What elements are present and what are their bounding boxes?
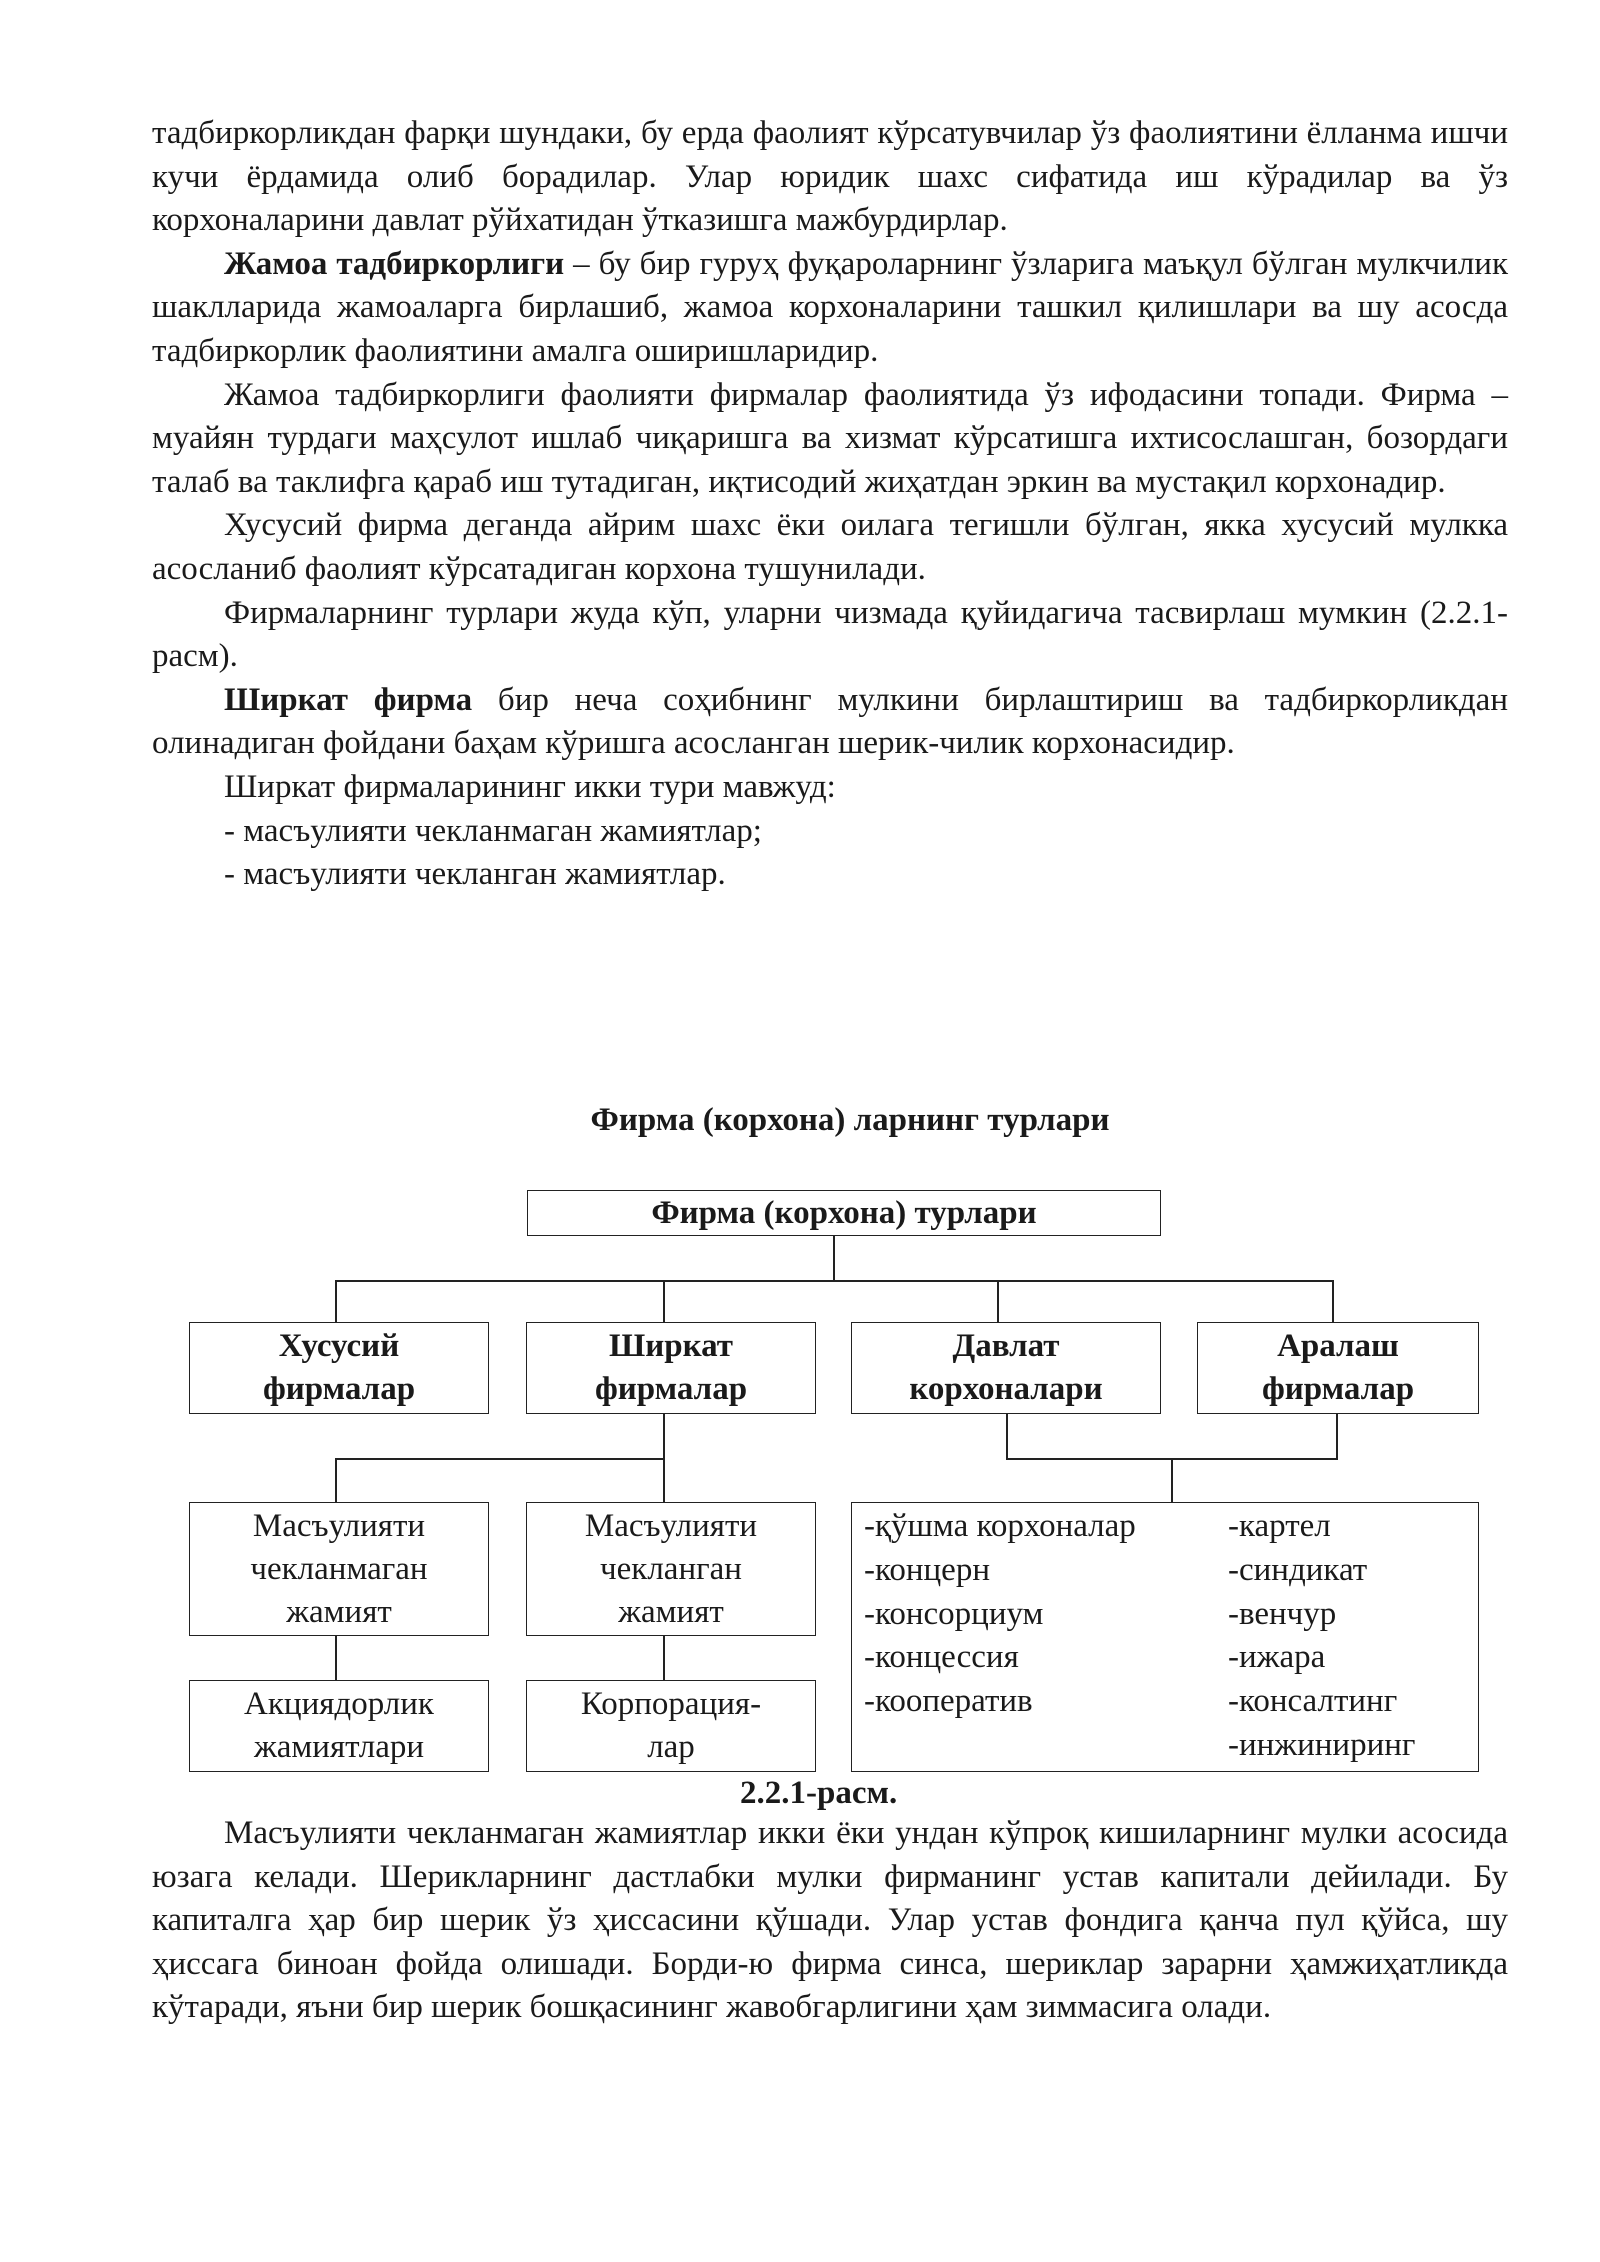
paragraph [152,243,1508,374]
connector [335,1458,337,1502]
form-item: -ижара [1228,1639,1326,1676]
form-item: -концессия [864,1639,1019,1676]
connector [335,1636,337,1680]
node-label: чекланмаган [250,1550,428,1587]
node-state-enterprises [851,1322,1161,1414]
paragraph: Фирмаларнинг турлари жуда кўп, уларни чизмада қуйидагича тасвирлаш мумкин (2.2.1-расм). [152,594,1508,675]
connector [335,1280,337,1322]
connector [663,1414,665,1458]
figure-caption: 2.2.1-расм. [740,1775,898,1811]
connector [1332,1280,1334,1322]
node-label: Масъулияти [252,1507,426,1544]
node-label: жамият [618,1593,724,1630]
node-mixed-firms [1197,1322,1479,1414]
paragraph: Ширкат фирмаларининг икки тури мавжуд: [224,768,836,805]
connector [663,1458,665,1502]
connector [1171,1458,1173,1502]
node-label: фирмалар [1261,1371,1415,1407]
paragraph-text: бир неча соҳибнинг мулкини бирлаштириш ва тадбиркорликдан олинадиган фойдани баҳам кўришга асосланган шерик-чилик корхонасидир. [152,681,1508,762]
form-item: -венчур [1228,1595,1337,1632]
node-label: жамиятлари [253,1729,425,1765]
forms-right-column [1228,1505,1415,1768]
node-label: Давлат [952,1328,1060,1364]
form-item: -концерн [864,1551,990,1588]
form-item: -кооператив [864,1683,1033,1720]
node-joint-stock [189,1680,489,1772]
form-item: -қўшма корхоналар [864,1508,1136,1544]
node-label: корхоналари [909,1371,1103,1407]
paragraph: тадбиркорликдан фарқи шундаки, бу ерда фаолият кўрсатувчилар ўз фаолиятини ёлланма ишчи кучи ёрдамида олиб борадилар. Улар юридик шахс сифатида иш кўрадилар ва ўз корхоналарини давлат рўйхатидан ўтказишга мажбурдирлар. [152,115,1508,239]
paragraph-text: – бу бир гуруҳ фуқароларнинг ўзларига маъқул бўлган мулкчилик шаклларида жамоаларга бирлашиб, жамоа корхоналарини ташкил қилишлари ва шу асосда тадбиркорлик фаолиятини амалга оширишларидир. [152,245,1508,369]
connector [663,1636,665,1680]
connector [833,1236,835,1280]
node-enterprise-forms [851,1502,1479,1772]
node-partnership-firms [526,1322,816,1414]
list-item: - масъулияти чекланмаган жамиятлар; [224,812,762,849]
node-label: Акциядорлик [244,1686,434,1722]
form-item: -консорциум [864,1595,1044,1632]
node-label: Аралаш [1277,1328,1399,1364]
node-unlimited-liability [189,1502,489,1636]
figure-title: Фирма (корхона) ларнинг турлари [590,1102,1110,1138]
connector [1006,1414,1008,1458]
node-limited-liability [526,1502,816,1636]
node-label: жамият [286,1593,392,1630]
node-label: чекланган [600,1550,742,1587]
paragraph: Масъулияти чекланмаган жамиятлар икки ёки ундан кўпроқ кишиларнинг мулки асосида юзага келади. Шерикларнинг дастлабки мулки фирманинг устав капитали дейилади. Бу капиталга ҳар бир шерик ўз ҳиссасини қўшади. Улар устав фондига қанча пул қўйса, шу ҳиссага биноан фойда олишади. Борди-ю фирма синса, шериклар зарарни ҳамжиҳатликда кўтаради, яъни бир шерик бошқасининг жавобгарлигини ҳам зиммасига олади. [152,1815,1508,2026]
connector [1336,1414,1338,1458]
list-item: - масъулияти чекланган жамиятлар. [224,856,726,893]
root-node-label: Фирма (корхона) турлари [651,1194,1037,1231]
connector [335,1280,1333,1282]
node-label: Ширкат [609,1328,733,1364]
node-label: Масъулияти [584,1507,758,1544]
form-item: -синдикат [1228,1551,1368,1588]
term: Ширкат фирма [224,681,473,718]
node-label: фирмалар [594,1371,748,1407]
root-node [527,1190,1161,1236]
form-item: -картел [1228,1508,1331,1544]
paragraph: Жамоа тадбиркорлиги фаолияти фирмалар фаолиятида ўз ифодасини топади. Фирма – муайян турдаги маҳсулот ишлаб чиқаришга ва хизмат кўрсатишга ихтисослашган, бозордаги талаб ва таклифга қараб иш тутадиган, иқтисодий жиҳатдан эркин ва мустақил корхонадир. [152,376,1508,500]
connector [335,1458,665,1460]
node-label: Хусусий [278,1328,400,1364]
body-text-bottom [152,1812,1508,2030]
term: Жамоа тадбиркорлиги [224,245,565,282]
connector [997,1280,999,1322]
form-item: -инжиниринг [1228,1726,1416,1763]
paragraph: Хусусий фирма деганда айрим шахс ёки оилага тегишли бўлган, якка хусусий мулкка асосланиб фаолият кўрсатадиган корхона тушунилади. [152,507,1508,587]
node-label: Корпорация- [580,1686,762,1722]
body-text [152,112,1508,897]
node-private-firms [189,1322,489,1414]
forms-left-column [864,1505,1136,1724]
node-corporations [526,1680,816,1772]
connector [663,1280,665,1322]
node-label: лар [647,1729,695,1765]
node-label: фирмалар [262,1371,416,1407]
form-item: -консалтинг [1228,1683,1398,1720]
paragraph [152,679,1508,766]
